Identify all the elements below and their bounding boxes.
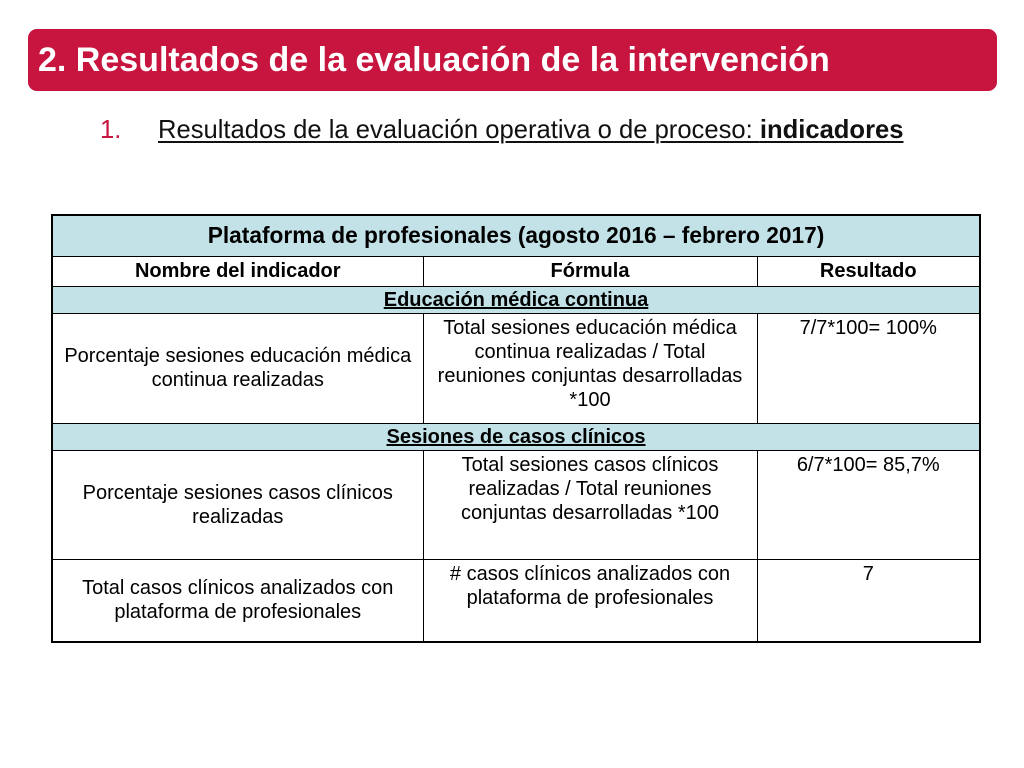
title-bar bbox=[28, 29, 997, 91]
list-text bbox=[158, 115, 904, 146]
indicator-cell: Porcentaje sesiones educación médica continua realizadas bbox=[52, 313, 423, 423]
indicators-table bbox=[51, 214, 981, 643]
section-header bbox=[52, 423, 980, 450]
list-text-main: Resultados de la evaluación operativa o de proceso: bbox=[158, 116, 760, 144]
table-caption-row bbox=[52, 215, 980, 256]
indicator-cell: Porcentaje sesiones casos clínicos realizadas bbox=[52, 450, 423, 559]
section-title: Educación médica continua bbox=[383, 288, 649, 311]
column-header-result: Resultado bbox=[757, 256, 980, 286]
result-cell: 6/7*100= 85,7% bbox=[757, 450, 980, 559]
section-row bbox=[52, 423, 980, 450]
formula-cell: Total sesiones casos clínicos realizadas / Total reuniones conjuntas desarrolladas *100 bbox=[423, 450, 757, 559]
column-header-indicator: Nombre del indicador bbox=[52, 256, 423, 286]
table-caption: Plataforma de profesionales (agosto 2016 – febrero 2017) bbox=[52, 215, 980, 256]
indicator-cell: Total casos clínicos analizados con plataforma de profesionales bbox=[52, 559, 423, 642]
page-title: 2. Resultados de la evaluación de la intervención bbox=[38, 41, 830, 79]
list-item bbox=[100, 115, 960, 146]
table-row bbox=[52, 450, 980, 559]
list-text-emphasis: indicadores bbox=[759, 116, 904, 144]
result-cell: 7 bbox=[757, 559, 980, 642]
section-header bbox=[52, 286, 980, 313]
list-number: 1. bbox=[100, 116, 122, 144]
section-row bbox=[52, 286, 980, 313]
section-title: Sesiones de casos clínicos bbox=[386, 425, 646, 448]
table-row bbox=[52, 313, 980, 423]
column-header-formula: Fórmula bbox=[423, 256, 757, 286]
formula-cell: Total sesiones educación médica continua realizadas / Total reuniones conjuntas desarrolladas *100 bbox=[423, 313, 757, 423]
formula-cell: # casos clínicos analizados con plataforma de profesionales bbox=[423, 559, 757, 642]
result-cell: 7/7*100= 100% bbox=[757, 313, 980, 423]
table-row bbox=[52, 559, 980, 642]
table-header-row bbox=[52, 256, 980, 286]
